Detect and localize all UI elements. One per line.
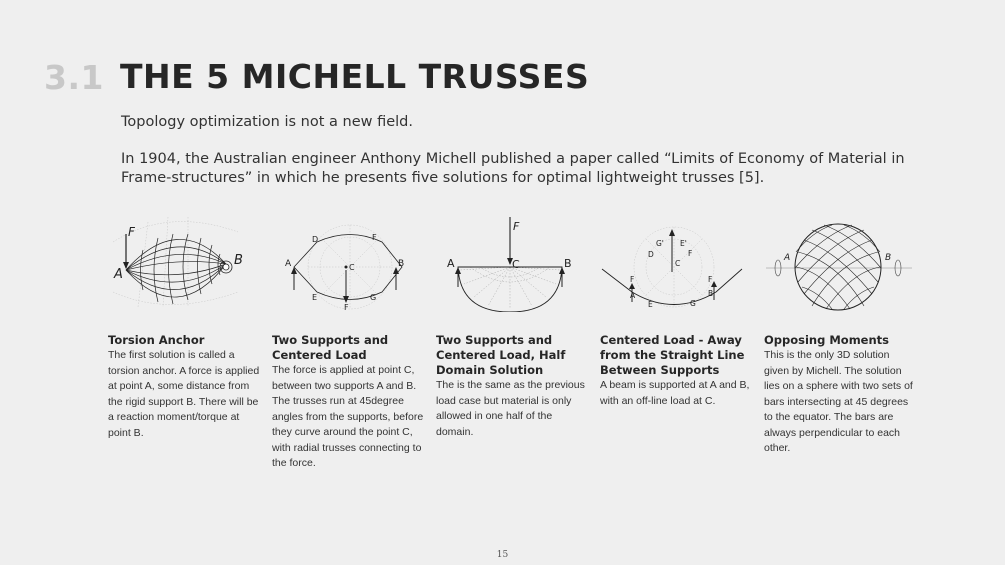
point-d-label: D bbox=[648, 250, 654, 259]
truss-title: Torsion Anchor bbox=[108, 333, 205, 347]
off-line-load-figure bbox=[600, 212, 750, 312]
page-number: 15 bbox=[496, 550, 509, 560]
point-c-label: C bbox=[675, 259, 681, 268]
truss-title: Two Supports and Centered Load, Half Domain Solution bbox=[436, 333, 566, 377]
point-a-label: A bbox=[285, 259, 292, 269]
point-b-label: B bbox=[234, 253, 243, 268]
force-label: F bbox=[128, 225, 135, 239]
truss-description: A beam is supported at A and B, with an off-line load at C. bbox=[600, 379, 750, 407]
point-f-top-label: F bbox=[372, 233, 377, 242]
truss-title: Two Supports and Centered Load bbox=[272, 333, 389, 362]
point-f-top-label: F bbox=[688, 249, 693, 258]
force-label: F bbox=[513, 220, 520, 233]
point-a-label: A bbox=[784, 253, 791, 263]
opposing-moments-column bbox=[764, 333, 916, 457]
point-e-label: E bbox=[648, 300, 653, 309]
point-g-top-label: G' bbox=[656, 239, 664, 248]
truss-description: This is the only 3D solution given by Michell. The solution lies on a sphere with two sets of bars intersecting at 45 degrees to the equator. The bars are always perpendicular to each other. bbox=[764, 349, 913, 454]
point-b-label: B bbox=[564, 257, 572, 270]
two-supports-figure bbox=[272, 212, 422, 312]
truss-title: Opposing Moments bbox=[764, 333, 890, 347]
point-d-label: D bbox=[312, 235, 319, 244]
point-a-label: A bbox=[630, 291, 636, 300]
truss-description: The is the same as the previous load case but material is only allowed in one half of the domain. bbox=[436, 379, 585, 438]
sphere-figure bbox=[764, 212, 914, 312]
point-g-label: G bbox=[690, 299, 696, 308]
point-g-label: G bbox=[370, 293, 377, 302]
intro-line-1: Topology optimization is not a new field. bbox=[121, 114, 413, 130]
intro-paragraph: In 1904, the Australian engineer Anthony Michell published a paper called “Limits of Economy of Material in Frame-structures” in which he presents five solutions for optimal lightweight trusses [5]. bbox=[121, 151, 905, 186]
page-title: THE 5 MICHELL TRUSSES bbox=[120, 57, 590, 96]
point-b-label: B bbox=[708, 289, 714, 298]
section-number: 3.1 bbox=[44, 58, 104, 97]
truss-title: Centered Load - Away from the Straight Line Between Supports bbox=[600, 333, 745, 377]
half-domain-figure bbox=[436, 212, 586, 312]
torsion-anchor-column bbox=[108, 333, 260, 441]
half-domain-column bbox=[436, 333, 588, 440]
point-f-left-label: F bbox=[630, 275, 635, 284]
point-e-label: E bbox=[312, 293, 318, 302]
point-b-label: B bbox=[885, 253, 892, 263]
off-line-load-column bbox=[600, 333, 752, 409]
truss-description: The first solution is called a torsion anchor. A force is applied at point A, some distance from the rigid support B. There will be a reaction moment/torque at point B. bbox=[108, 349, 260, 439]
point-a-label: A bbox=[447, 257, 455, 270]
torsion-anchor-figure bbox=[108, 212, 258, 312]
point-c-label: C bbox=[349, 263, 355, 272]
point-a-label: A bbox=[114, 267, 123, 282]
truss-description: The force is applied at point C, between two supports A and B. The trusses run at 45degree angles from the supports, before they curve around the point C, with radial trusses connecting to the force. bbox=[272, 364, 424, 469]
point-f-bottom-label: F bbox=[344, 303, 349, 312]
point-c-label: C bbox=[512, 258, 520, 271]
two-supports-column bbox=[272, 333, 424, 472]
point-f-right-label: F bbox=[708, 275, 713, 284]
point-b-label: B bbox=[398, 259, 405, 269]
point-e-top-label: E' bbox=[680, 239, 687, 248]
